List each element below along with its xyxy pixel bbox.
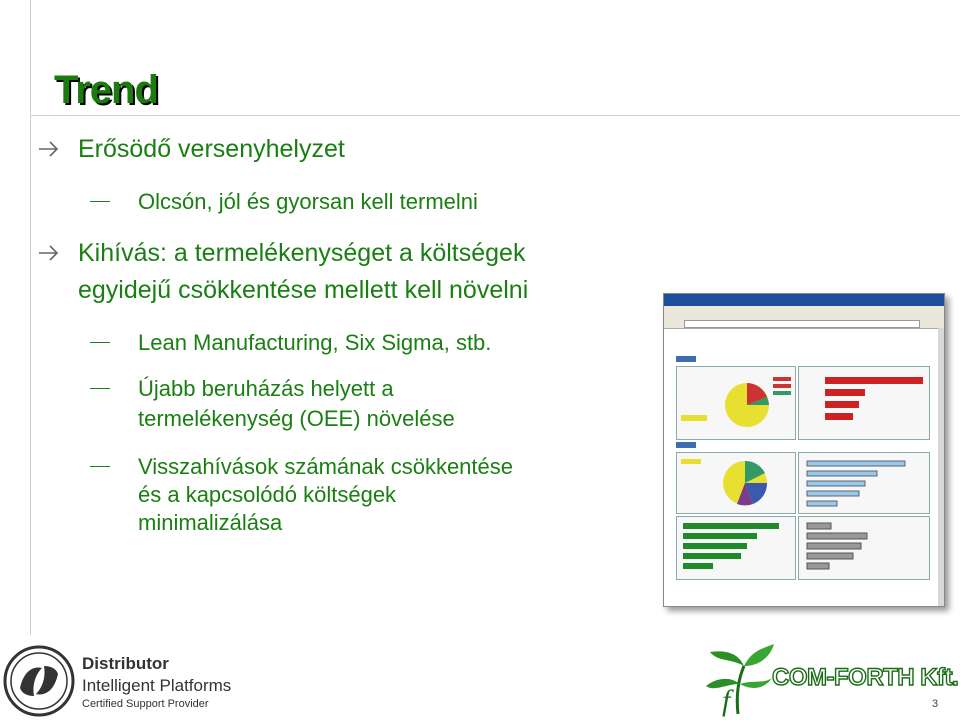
dash-icon xyxy=(90,201,110,202)
comforth-leaf-logo-icon xyxy=(700,640,778,718)
bullet-text: Újabb beruházás helyett a xyxy=(138,376,394,401)
bullet-text: egyidejű csökkentése mellett kell növelni xyxy=(78,276,529,304)
arrow-icon xyxy=(38,242,60,264)
bar-chart-icon xyxy=(799,453,929,513)
gray-bar-panel xyxy=(798,516,930,580)
section-tab xyxy=(676,356,696,362)
bar-chart-icon xyxy=(799,517,929,579)
dashboard-screenshot xyxy=(663,293,945,607)
green-bar-panel xyxy=(676,516,796,580)
slide-title: Trend xyxy=(54,68,158,112)
dash-icon xyxy=(90,388,110,389)
pie-chart-icon xyxy=(677,453,795,513)
ge-distributor-label: Distributor xyxy=(82,654,169,673)
bullet-text: Kihívás: a termelékenységet a költségek xyxy=(78,239,526,267)
bullet-text: Lean Manufacturing, Six Sigma, stb. xyxy=(138,330,492,355)
bar-panel-top xyxy=(798,366,930,440)
svg-text:f: f xyxy=(722,684,731,717)
scrollbar xyxy=(938,328,944,606)
ge-platforms-label: Intelligent Platforms xyxy=(82,676,232,695)
address-bar xyxy=(684,320,920,328)
dash-icon xyxy=(90,342,110,343)
pie-panel-top xyxy=(676,366,796,440)
comforth-brand: COM-FORTH Kft. xyxy=(772,664,959,691)
pie-chart-icon xyxy=(677,367,795,439)
bullet-text: minimalizálása xyxy=(138,510,283,535)
bullet-text: Olcsón, jól és gyorsan kell termelni xyxy=(138,189,478,214)
window-titlebar xyxy=(664,294,944,306)
dash-icon xyxy=(90,466,110,467)
left-rule xyxy=(30,0,31,635)
bullet-text: Erősödő versenyhelyzet xyxy=(78,135,345,163)
title-rule xyxy=(30,115,960,116)
bullet-text: Visszahívások számának csökkentése xyxy=(138,454,513,479)
bullet-text: termelékenység (OEE) növelése xyxy=(138,406,455,431)
ge-logo-icon xyxy=(2,644,76,718)
pie-panel-bottom xyxy=(676,452,796,514)
bar-chart-icon xyxy=(799,367,929,439)
bar-chart-icon xyxy=(677,517,795,579)
page-number: 3 xyxy=(932,698,939,710)
section-tab xyxy=(676,442,696,448)
bullet-text: és a kapcsolódó költségek xyxy=(138,482,397,507)
ge-certified-label: Certified Support Provider xyxy=(82,698,209,710)
bar-panel-bottom xyxy=(798,452,930,514)
arrow-icon xyxy=(38,138,60,160)
